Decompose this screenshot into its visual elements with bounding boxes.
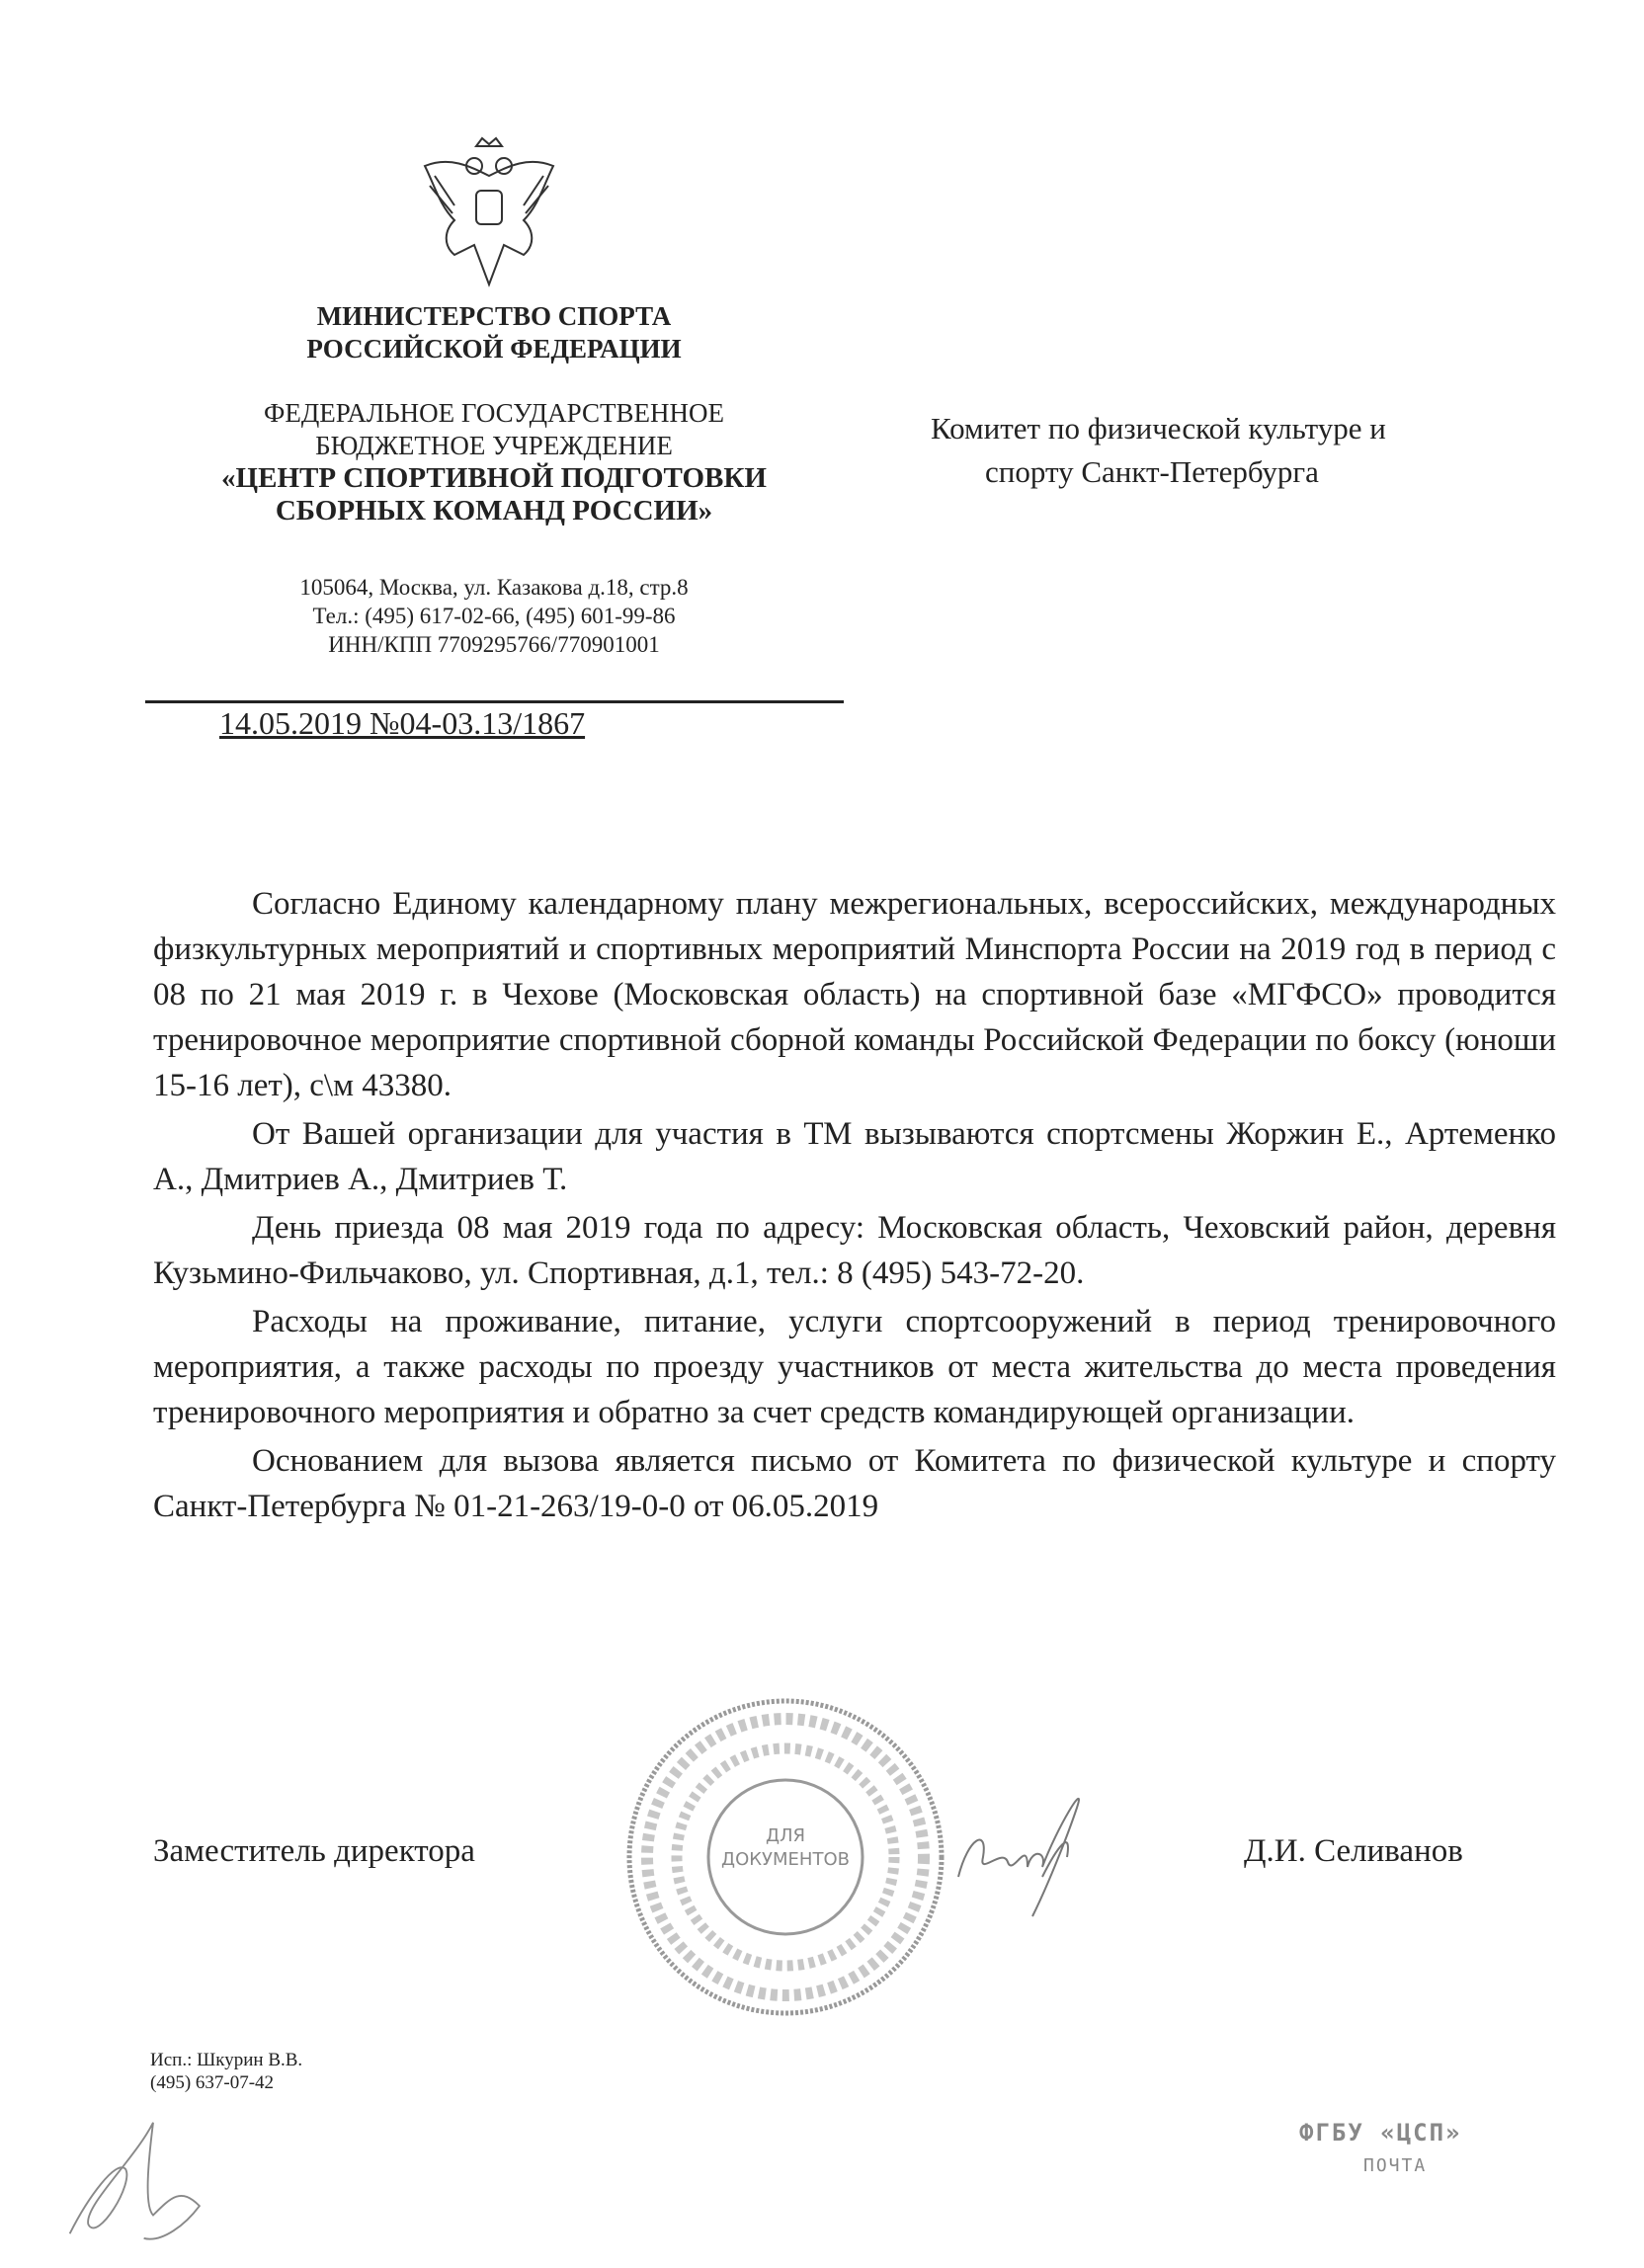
- institution-block: [178, 397, 810, 527]
- ministry-name: [247, 300, 741, 365]
- seal-center-text: [716, 1824, 855, 1872]
- addressee-line-1: Комитет по физической культуре и: [931, 411, 1386, 446]
- mail-stamp-label: ПОЧТА: [1363, 2155, 1428, 2176]
- paragraph: День приезда 08 мая 2019 года по адресу: Московская область, Чеховский район, деревня Кузьмино-Фильчаково, ул. Спортивная, д.1, тел.: 8 (495) 543-72-20.: [153, 1210, 1556, 1291]
- initials-scribble: [54, 2104, 252, 2252]
- phone: Тел.: (495) 617-02-66, (495) 601-99-86: [312, 604, 676, 628]
- seal-center-line-2: ДОКУМЕНТОВ: [721, 1849, 850, 1870]
- signatory-position: Заместитель директора: [153, 1833, 475, 1869]
- contacts-block: [198, 573, 790, 659]
- ministry-line-1: МИНИСТЕРСТВО СПОРТА: [316, 301, 672, 331]
- divider-line: [145, 700, 844, 703]
- document-reference: 14.05.2019 №04-03.13/1867: [219, 705, 586, 741]
- address: 105064, Москва, ул. Казакова д.18, стр.8: [299, 575, 689, 600]
- addressee-line-2: спорту Санкт-Петербурга: [985, 454, 1319, 489]
- letter-body: [153, 881, 1556, 1532]
- institution-name-line-2: СБОРНЫХ КОМАНД РОССИИ»: [275, 495, 713, 526]
- ministry-line-2: РОССИЙСКОЙ ФЕДЕРАЦИИ: [306, 334, 682, 364]
- inn-kpp: ИНН/КПП 7709295766/770901001: [328, 632, 660, 657]
- mail-stamp-org: ФГБУ «ЦСП»: [1299, 2119, 1462, 2146]
- seal-center-line-1: ДЛЯ: [765, 1825, 806, 1846]
- handwritten-signature: [948, 1768, 1097, 1926]
- institution-type-line-1: ФЕДЕРАЛЬНОЕ ГОСУДАРСТВЕННОЕ: [264, 398, 724, 428]
- addressee: [931, 407, 1386, 494]
- paragraph: Расходы на проживание, питание, услуги спортсооружений в период тренировочного мероприятия, а также расходы по проезду участников от места жительства до места проведения тренировочного мероприятия и обратно за счет средств командирующей организации.: [153, 1304, 1556, 1430]
- executor-phone: (495) 637-07-42: [150, 2072, 275, 2093]
- signatory-name: Д.И. Селиванов: [1244, 1833, 1463, 1869]
- institution-name-line-1: «ЦЕНТР СПОРТИВНОЙ ПОДГОТОВКИ: [221, 462, 767, 494]
- institution-type-line-2: БЮДЖЕТНОЕ УЧРЕЖДЕНИЕ: [315, 431, 673, 460]
- executor-name: Исп.: Шкурин В.В.: [150, 2050, 303, 2070]
- paragraph: Основанием для вызова является письмо от Комитета по физической культуре и спорту Санкт-Петербурга № 01-21-263/19-0-0 от 06.05.2019: [153, 1443, 1556, 1524]
- paragraph: Согласно Единому календарному плану межрегиональных, всероссийских, международных физкультурных мероприятий и спортивных мероприятий Минспорта России на 2019 год в период с 08 по 21 мая 2019 г. в Чехове (Московская область) на спортивной базе «МГФСО» проводится тренировочное мероприятие спортивной сборной команды Российской Федерации по боксу (юноши 15-16 лет), с\м 43380.: [153, 886, 1556, 1103]
- paragraph: От Вашей организации для участия в ТМ вызываются спортсмены Жоржин Е., Артеменко А., Дмитриев А., Дмитриев Т.: [153, 1116, 1556, 1197]
- coat-of-arms-emblem: [415, 136, 563, 294]
- official-seal-stamp: [622, 1694, 948, 2020]
- executor-info: [150, 2049, 302, 2094]
